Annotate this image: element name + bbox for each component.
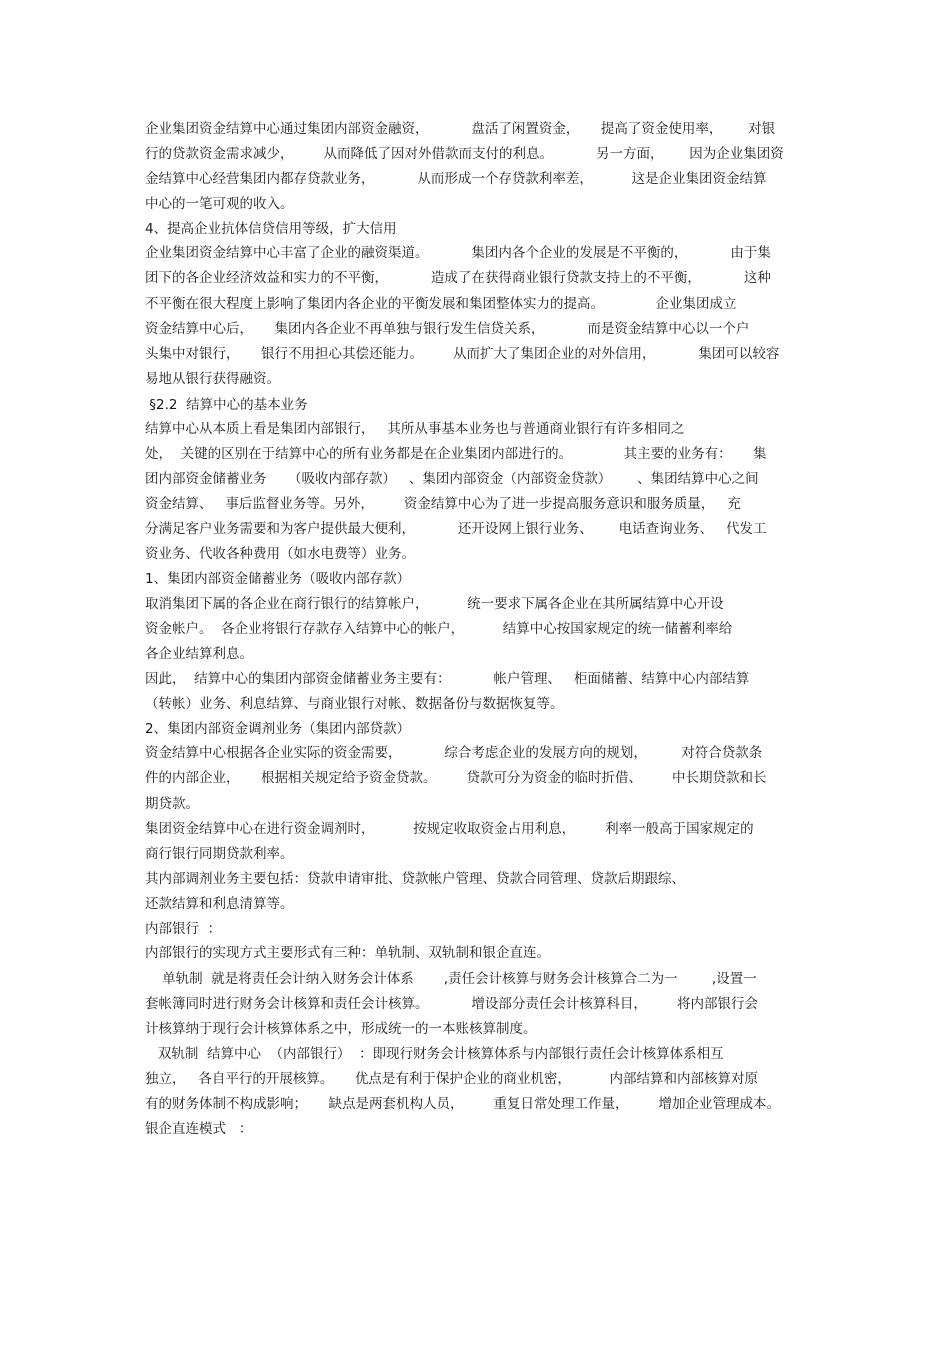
paragraph-line: 资金结算中心根据各企业实际的资金需要， 综合考虑企业的发展方向的规划， 对符合贷款条: [145, 745, 763, 761]
paragraph-line: 件的内部企业， 根据相关规定给予资金贷款。 贷款可分为资金的临时折借、 中长期贷款和长: [145, 770, 767, 786]
paragraph-line: 期贷款。: [145, 796, 199, 812]
paragraph-line: 不平衡在很大程度上影响了集团内各企业的平衡发展和集团整体实力的提高。 企业集团成立: [145, 296, 737, 312]
paragraph-line: 独立， 各自平行的开展核算。 优点是有利于保护企业的商业机密， 内部结算和内部核算对原: [145, 1071, 758, 1087]
paragraph-line: 资金结算中心后， 集团内各企业不再单独与银行发生信贷关系， 而是资金结算中心以一个户: [145, 321, 750, 337]
paragraph-line: 团内部资金储蓄业务 （吸收内部存款） 、集团内部资金（内部资金贷款） 、集团结算中心之间: [145, 471, 759, 487]
paragraph-line: 计核算纳于现行会计核算体系之中，形成统一的一本账核算制度。: [145, 1021, 537, 1037]
paragraph-line: 有的财务体制不构成影响； 缺点是两套机构人员， 重复日常处理工作量， 增加企业管理成本。: [145, 1096, 781, 1112]
paragraph-line: 中心的一笔可观的收入。: [145, 196, 294, 212]
paragraph-line: 处， 关键的区别在于结算中心的所有业务都是在企业集团内部进行的。 其主要的业务有： 集: [145, 446, 767, 462]
paragraph-line: 资金结算、 事后监督业务等。另外， 资金结算中心为了进一步提高服务意识和服务质量， 充: [145, 496, 741, 512]
paragraph-line: 各企业结算利息。: [145, 646, 253, 662]
paragraph-line: 套帐簿同时进行财务会计核算和责任会计核算。 增设部分责任会计核算科目， 将内部银行会: [145, 996, 758, 1012]
paragraph-line: 行的贷款资金需求减少， 从而降低了因对外借款而支付的利息。 另一方面， 因为企业集团资: [145, 146, 784, 162]
paragraph-line: 商行银行同期贷款利率。: [145, 846, 294, 862]
paragraph-line: 还款结算和利息清算等。: [145, 896, 294, 912]
paragraph-line: 因此， 结算中心的集团内部资金储蓄业务主要有： 帐户管理、 柜面储蓄、结算中心内部结算: [145, 671, 750, 687]
paragraph-line: 取消集团下属的各企业在商行银行的结算帐户， 统一要求下属各企业在其所属结算中心开设: [145, 596, 724, 612]
paragraph-line: 资业务、代收各种费用（如水电费等）业务。: [145, 546, 415, 562]
paragraph-line: 金结算中心经营集团内都存贷款业务， 从而形成一个存贷款利率差， 这是企业集团资金结算: [145, 171, 767, 187]
paragraph-line: 资金帐户。 各企业将银行存款存入结算中心的帐户， 结算中心按国家规定的统一储蓄利率给: [145, 621, 733, 637]
paragraph-line: 头集中对银行， 银行不用担心其偿还能力。 从而扩大了集团企业的对外信用， 集团可以较容: [145, 346, 780, 362]
paragraph-line: 单轨制 就是将责任会计纳入财务会计体系 ,责任会计核算与财务会计核算合二为一 ,设置一: [145, 971, 757, 987]
paragraph-line: 企业集团资金结算中心丰富了企业的融资渠道。 集团内各个企业的发展是不平衡的， 由于集: [145, 245, 771, 261]
paragraph-line: （转帐）业务、利息结算、与商业银行对帐、数据备份与数据恢复等。: [145, 696, 564, 712]
paragraph-line: 团下的各企业经济效益和实力的不平衡， 造成了在获得商业银行贷款支持上的不平衡， 这种: [145, 270, 771, 286]
section-heading: 银企直连模式 ：: [145, 1121, 253, 1137]
paragraph-line: 结算中心从本质上看是集团内部银行， 其所从事基本业务也与普通商业银行有许多相同之: [145, 421, 685, 437]
paragraph-line: 企业集团资金结算中心通过集团内部资金融资， 盘活了闲置资金， 提高了资金使用率， 对银: [145, 121, 776, 137]
section-heading: 4、提高企业抗体信贷信用等级，扩大信用: [145, 221, 397, 237]
paragraph-line: 分满足客户业务需要和为客户提供最大便利， 还开设网上银行业务、 电话查询业务、 代发工: [145, 521, 767, 537]
section-heading: §2.2 结算中心的基本业务: [145, 397, 308, 413]
paragraph-line: 内部银行的实现方式主要形式有三种：单轨制、双轨制和银企直连。: [145, 945, 550, 961]
paragraph-line: 双轨制 结算中心 （内部银行） ：即现行财务会计核算体系与内部银行责任会计核算体系相互: [145, 1046, 724, 1062]
section-heading: 1、集团内部资金储蓄业务（吸收内部存款）: [145, 571, 411, 587]
section-heading: 内部银行 ：: [145, 921, 222, 937]
section-heading: 2、集团内部资金调剂业务（集团内部贷款）: [145, 721, 411, 737]
paragraph-line: 其内部调剂业务主要包括：贷款申请审批、贷款帐户管理、贷款合同管理、贷款后期跟综、: [145, 871, 685, 887]
paragraph-line: 易地从银行获得融资。: [145, 371, 280, 387]
paragraph-line: 集团资金结算中心在进行资金调剂时， 按规定收取资金占用利息， 利率一般高于国家规定的: [145, 821, 754, 837]
